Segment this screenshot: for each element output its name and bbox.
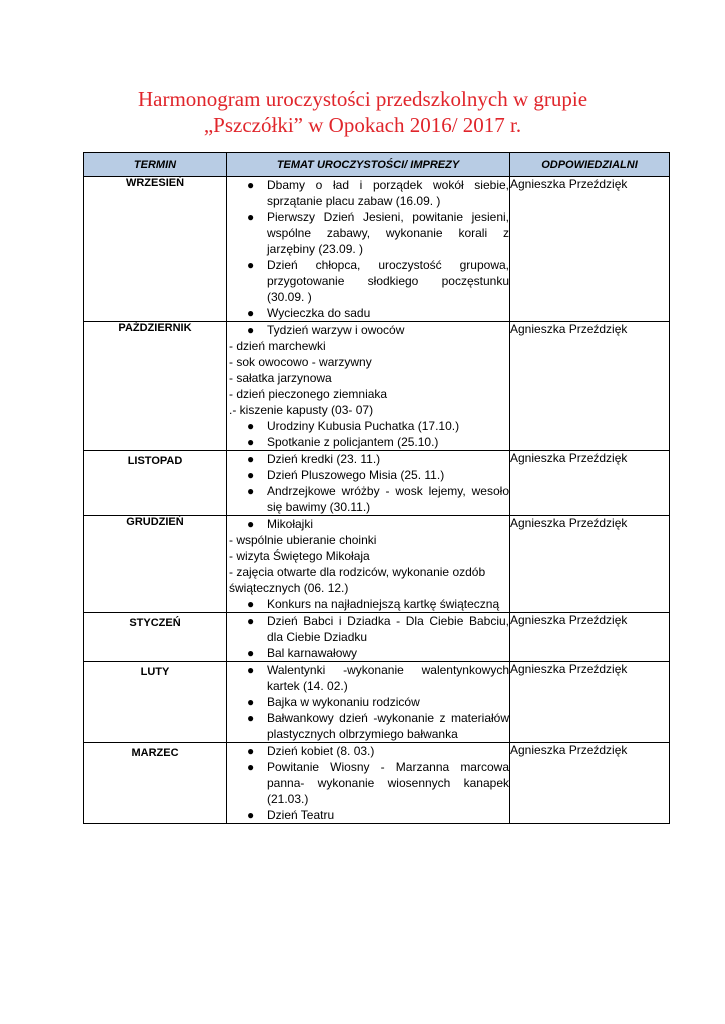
table-row bbox=[84, 177, 670, 322]
list-item-text: Pierwszy Dzień Jesieni, powitanie jesieni, wspólne zabawy, wykonanie korali z jarzębiny (23.09. ) bbox=[267, 210, 509, 256]
table-row bbox=[84, 613, 670, 662]
bullet-icon: ● bbox=[247, 258, 255, 272]
bullet-icon: ● bbox=[247, 419, 255, 433]
bullet-icon: ● bbox=[247, 484, 255, 498]
table-row bbox=[84, 516, 670, 613]
month-cell: MARZEC bbox=[84, 743, 227, 824]
topic-cell bbox=[227, 322, 510, 451]
topic-cell bbox=[227, 177, 510, 322]
list-item-text: Dzień kredki (23. 11.) bbox=[267, 452, 381, 466]
responsible-cell: Agnieszka Przeździęk bbox=[510, 743, 670, 824]
list-item bbox=[227, 516, 509, 532]
list-item-text: Dzień kobiet (8. 03.) bbox=[267, 744, 375, 758]
month-cell: STYCZEŃ bbox=[84, 613, 227, 662]
list-item bbox=[227, 596, 509, 612]
list-item bbox=[227, 305, 509, 321]
list-item bbox=[227, 662, 509, 694]
header-odpowiedzialni: ODPOWIEDZIALNI bbox=[510, 153, 670, 177]
list-item bbox=[227, 613, 509, 645]
list-item bbox=[227, 434, 509, 450]
table-row bbox=[84, 662, 670, 743]
list-item bbox=[227, 759, 509, 807]
list-item-text: Bal karnawałowy bbox=[267, 646, 358, 660]
list-item bbox=[227, 467, 509, 483]
schedule-table bbox=[83, 152, 670, 824]
responsible-cell: Agnieszka Przeździęk bbox=[510, 516, 670, 613]
list-item-text: Dzień Pluszowego Misia (25. 11.) bbox=[267, 468, 445, 482]
topic-cell bbox=[227, 516, 510, 613]
header-temat: TEMAT UROCZYSTOŚCI/ IMPREZY bbox=[227, 153, 510, 177]
topic-cell bbox=[227, 613, 510, 662]
header-row bbox=[84, 153, 670, 177]
bullet-icon: ● bbox=[247, 744, 255, 758]
bullet-icon: ● bbox=[247, 597, 255, 611]
bullet-icon: ● bbox=[247, 178, 255, 192]
bullet-icon: ● bbox=[247, 646, 255, 660]
month-cell: LISTOPAD bbox=[84, 451, 227, 516]
list-item bbox=[227, 743, 509, 759]
bullet-icon: ● bbox=[247, 210, 255, 224]
list-item-text: Powitanie Wiosny - Marzanna marcowa panna- wykonanie wiosennych kanapek (21.03.) bbox=[267, 760, 509, 806]
month-cell: PAŹDZIERNIK bbox=[84, 322, 227, 451]
responsible-cell: Agnieszka Przeździęk bbox=[510, 662, 670, 743]
list-item bbox=[227, 418, 509, 434]
list-item-text: Dbamy o ład i porządek wokół siebie, sprzątanie placu zabaw (16.09. ) bbox=[267, 178, 509, 208]
document-title bbox=[0, 86, 725, 138]
sub-item: - dzień pieczonego ziemniaka bbox=[229, 387, 388, 401]
header-termin: TERMIN bbox=[84, 153, 227, 177]
bullet-icon: ● bbox=[247, 452, 255, 466]
table-row bbox=[84, 322, 670, 451]
list-item-text: Bałwankowy dzień -wykonanie z materiałów plastycznych olbrzymiego bałwanka bbox=[267, 711, 509, 741]
list-item-text: Dzień chłopca, uroczystość grupowa, przygotowanie słodkiego poczęstunku (30.09. ) bbox=[267, 258, 509, 304]
sub-item: .- kiszenie kapusty (03- 07) bbox=[229, 403, 374, 417]
list-item bbox=[227, 177, 509, 209]
bullet-icon: ● bbox=[247, 323, 255, 337]
sub-item: - wizyta Świętego Mikołaja bbox=[229, 549, 370, 563]
sub-item: - wspólnie ubieranie choinki bbox=[229, 533, 377, 547]
bullet-icon: ● bbox=[247, 711, 255, 725]
bullet-icon: ● bbox=[247, 468, 255, 482]
responsible-cell: Agnieszka Przeździęk bbox=[510, 322, 670, 451]
list-item-text: Urodziny Kubusia Puchatka (17.10.) bbox=[267, 419, 460, 433]
sub-item: - sałatka jarzynowa bbox=[229, 371, 332, 385]
list-item bbox=[227, 710, 509, 742]
list-item-text: Mikołajki bbox=[267, 517, 314, 531]
sub-item: - zajęcia otwarte dla rodziców, wykonanie ozdób świątecznych (06. 12.) bbox=[229, 565, 486, 595]
bullet-icon: ● bbox=[247, 663, 255, 677]
list-item-text: Dzień Babci i Dziadka - Dla Ciebie Babciu, dla Ciebie Dziadku bbox=[267, 614, 509, 644]
list-item bbox=[227, 322, 509, 338]
bullet-icon: ● bbox=[247, 760, 255, 774]
bullet-icon: ● bbox=[247, 306, 255, 320]
list-item bbox=[227, 257, 509, 305]
month-cell: WRZESIEŃ bbox=[84, 177, 227, 322]
list-item bbox=[227, 483, 509, 515]
list-item bbox=[227, 451, 509, 467]
month-cell: GRUDZIEŃ bbox=[84, 516, 227, 613]
list-item bbox=[227, 694, 509, 710]
responsible-cell: Agnieszka Przeździęk bbox=[510, 451, 670, 516]
list-item-text: Konkurs na najładniejszą kartkę świąteczną bbox=[267, 597, 500, 611]
topic-cell bbox=[227, 743, 510, 824]
table-row bbox=[84, 743, 670, 824]
sub-item: - dzień marchewki bbox=[229, 339, 326, 353]
list-item bbox=[227, 807, 509, 823]
bullet-icon: ● bbox=[247, 614, 255, 628]
list-item-text: Andrzejkowe wróżby - wosk lejemy, wesoło się bawimy (30.11.) bbox=[267, 484, 509, 514]
topic-cell bbox=[227, 451, 510, 516]
list-item-text: Tydzień warzyw i owoców bbox=[267, 323, 405, 337]
sub-item: - sok owocowo - warzywny bbox=[229, 355, 372, 369]
bullet-icon: ● bbox=[247, 808, 255, 822]
title-line-2: „Pszczółki” w Opokach 2016/ 2017 r. bbox=[203, 113, 522, 137]
list-item-text: Spotkanie z policjantem (25.10.) bbox=[267, 435, 439, 449]
list-item-text: Wycieczka do sadu bbox=[267, 306, 371, 320]
list-item-text: Dzień Teatru bbox=[267, 808, 335, 822]
title-line-1: Harmonogram uroczystości przedszkolnych w grupie bbox=[137, 87, 588, 111]
responsible-cell: Agnieszka Przeździęk bbox=[510, 613, 670, 662]
list-item-text: Walentynki -wykonanie walentynkowych kartek (14. 02.) bbox=[267, 663, 509, 693]
bullet-icon: ● bbox=[247, 517, 255, 531]
list-item-text: Bajka w wykonaniu rodziców bbox=[267, 695, 420, 709]
bullet-icon: ● bbox=[247, 435, 255, 449]
month-cell: LUTY bbox=[84, 662, 227, 743]
responsible-cell: Agnieszka Przeździęk bbox=[510, 177, 670, 322]
bullet-icon: ● bbox=[247, 695, 255, 709]
table-row bbox=[84, 451, 670, 516]
list-item bbox=[227, 645, 509, 661]
list-item bbox=[227, 209, 509, 257]
topic-cell bbox=[227, 662, 510, 743]
